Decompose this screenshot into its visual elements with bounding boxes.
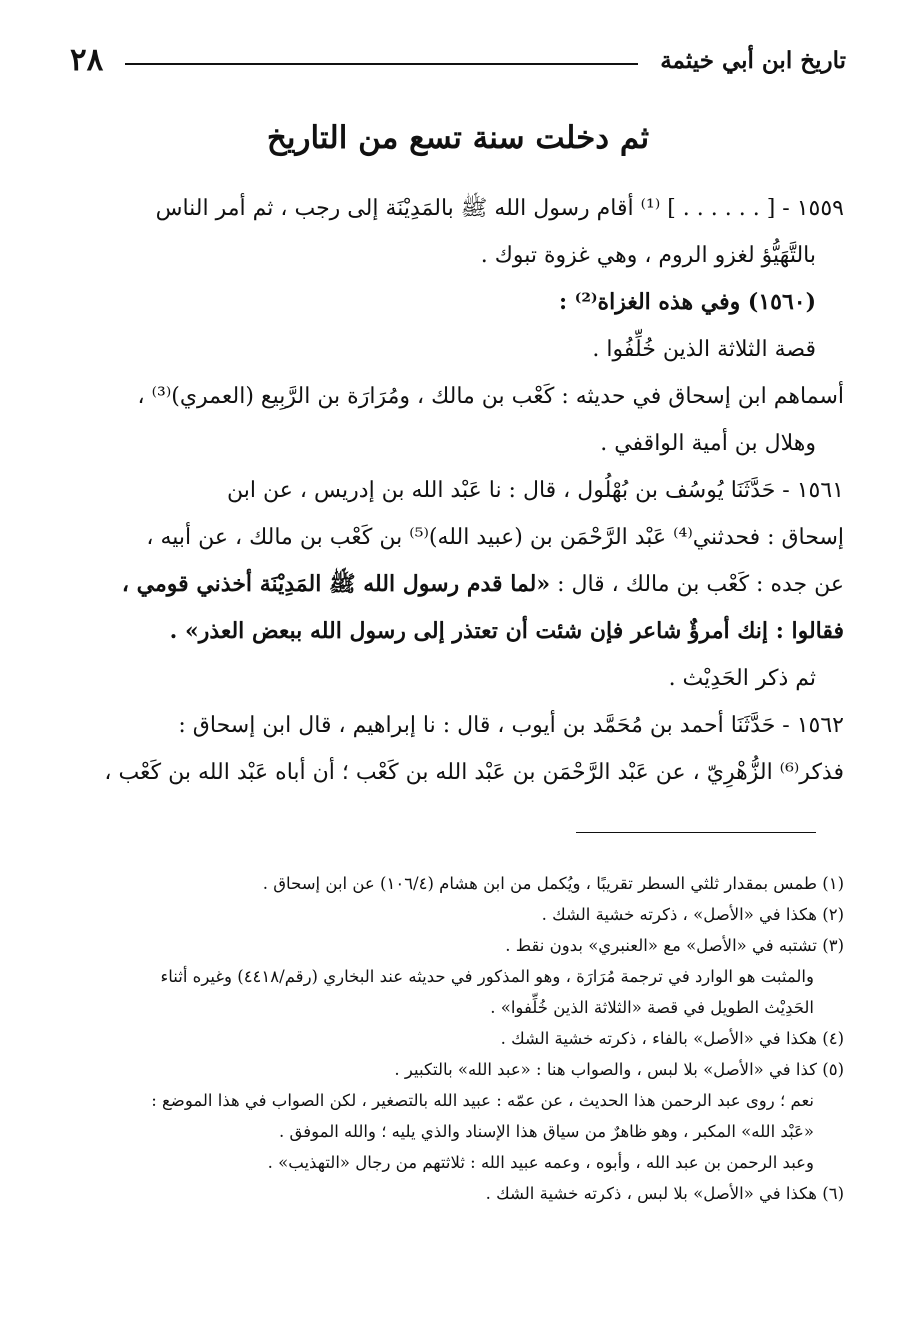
header-rule: [125, 63, 638, 65]
footnote-1: (١) طمس بمقدار ثلثي السطر تقريبًا ، ويُكمل من ابن هشام (١٠٦/٤) عن ابن إسحاق .: [262, 874, 844, 893]
paragraph-1561-line-3: [72, 561, 844, 608]
paragraph-names-line-2: وهلال بن أمية الواقفي .: [600, 431, 816, 456]
paragraph-names-line-1: أسماهم ابن إسحاق في حديثه : كَعْب بن مالك ، ومُرَارَة بن الرَّبِيع (العمري)⁽³⁾ ،: [137, 384, 844, 409]
paragraph-1562-line-1: ١٥٦٢ - حَدَّثَنَا أحمد بن مُحَمَّد بن أيوب ، قال : نا إبراهيم ، قال ابن إسحاق :: [178, 713, 844, 738]
paragraph-1561-line-1: ١٥٦١ - حَدَّثَنَا يُوسُف بن بُهْلُول ، قال : نا عَبْد الله بن إدريس ، عن ابن: [227, 478, 844, 503]
footnote-2: (٢) هكذا في «الأصل» ، ذكرته خشية الشك .: [541, 905, 844, 924]
paragraph-1559-line-1: ١٥٥٩ - [ . . . . . . ] ⁽¹⁾ أقام رسول الله ﷺ بالمَدِيْنَة إلى رجب ، ثم أمر الناس: [155, 196, 844, 221]
paragraph-1561-line-5: ثم ذكر الحَدِيْث .: [668, 666, 816, 691]
paragraph-1561-line-3-lead: عن جده : كَعْب بن مالك ، قال :: [557, 572, 844, 597]
footnote-3-continuation-1: والمثبت هو الوارد في ترجمة مُرَارَة ، وهو المذكور في حديثه عند البخاري (رقم/٤٤١٨) وغيره أثناء: [160, 967, 814, 986]
page-header: [70, 40, 846, 80]
footnotes: [72, 868, 844, 1209]
footnote-6: (٦) هكذا في «الأصل» بلا لبس ، ذكرته خشية الشك .: [485, 1184, 844, 1203]
section-heading: ثم دخلت سنة تسع من التاريخ: [266, 120, 650, 156]
paragraph-1562-line-2: فذكر⁽⁶⁾ الزُّهْرِيّ ، عن عَبْد الرَّحْمَن بن عَبْد الله بن كَعْب ؛ أن أباه عَبْد الله بن كَعْب ،: [104, 760, 844, 785]
page-number: ٢٨: [70, 42, 104, 78]
footnote-5-continuation-2: «عَبْد الله» المكبر ، وهو ظاهرٌ من سياق هذا الإسناد والذي يليه ؛ والله الموفق .: [279, 1122, 814, 1141]
paragraph-1561-line-2: إسحاق : فحدثني⁽⁴⁾ عَبْد الرَّحْمَن بن (عبيد الله)⁽⁵⁾ بن كَعْب بن مالك ، عن أبيه ،: [146, 525, 844, 550]
body-text: [72, 185, 844, 796]
footnote-3-continuation-2: الحَدِيْث الطويل في قصة «الثلاثة الذين خُلِّفوا» .: [490, 998, 814, 1017]
footnote-4: (٤) هكذا في «الأصل» بالفاء ، ذكرته خشية الشك .: [500, 1029, 844, 1048]
footnote-3: (٣) تشتبه في «الأصل» مع «العنبري» بدون نقط .: [505, 936, 844, 955]
paragraph-1559-line-2: بالتَّهَيُّؤ لغزو الروم ، وهي غزوة تبوك .: [480, 243, 816, 268]
paragraph-1560-line-1: قصة الثلاثة الذين خُلِّفُوا .: [592, 337, 816, 362]
running-title: تاريخ ابن أبي خيثمة: [660, 46, 846, 74]
footnote-divider: [576, 832, 816, 833]
paragraph-1560-heading: (١٥٦٠) وفي هذه الغزاة⁽²⁾ :: [559, 289, 816, 315]
paragraph-1561-line-3-quote: «لما قدم رسول الله ﷺ المَدِيْنَة أخذني قومي ،: [121, 571, 551, 597]
footnote-5-continuation-1: نعم ؛ روى عبد الرحمن هذا الحديث ، عن عمّه : عبيد الله بالتصغير ، لكن الصواب في هذا الموضع :: [151, 1091, 814, 1110]
footnote-5-continuation-3: وعبد الرحمن بن عبد الله ، وأبوه ، وعمه عبيد الله : ثلاثتهم من رجال «التهذيب» .: [267, 1153, 814, 1172]
paragraph-1561-line-4: فقالوا : إنك أمرؤٌ شاعر فإن شئت أن تعتذر إلى رسول الله ببعض العذر» .: [169, 618, 844, 644]
footnote-5: (٥) كذا في «الأصل» بلا لبس ، والصواب هنا : «عبد الله» بالتكبير .: [394, 1060, 844, 1079]
